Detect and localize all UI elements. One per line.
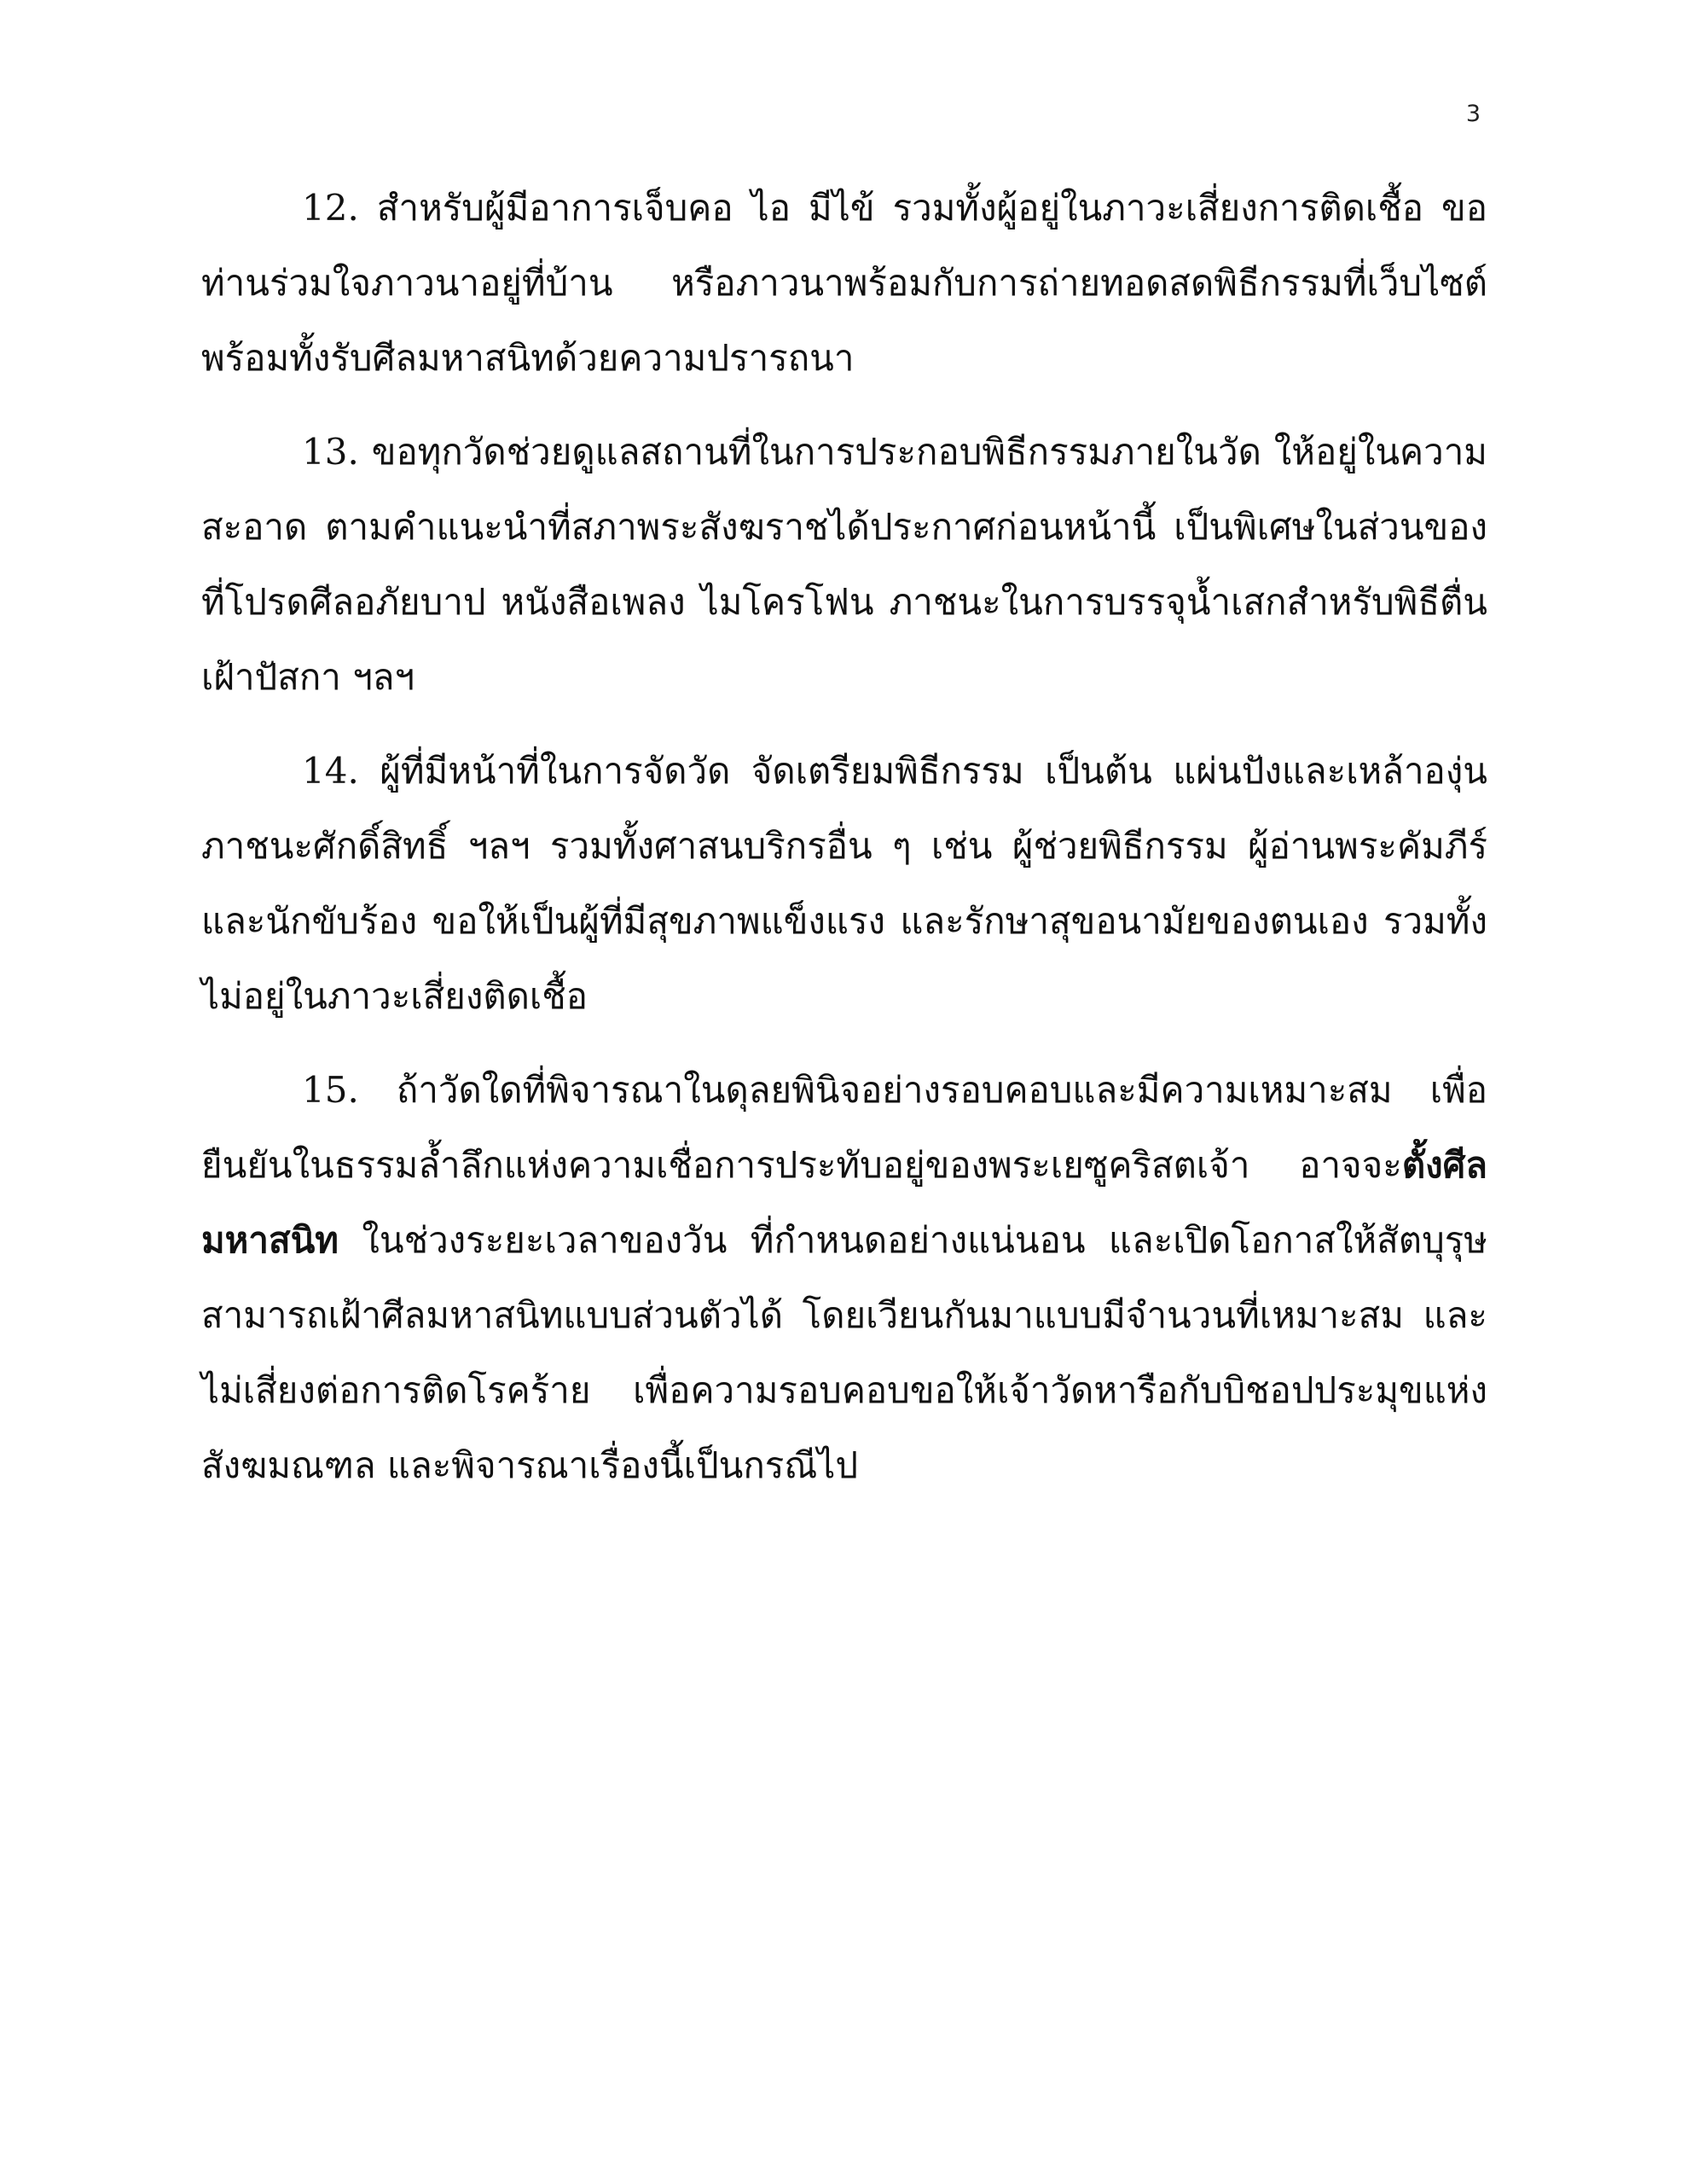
paragraph-text: ผู้ที่มีหน้าที่ในการจัดวัด จัดเตรียมพิธีกรรม เป็นต้น แผ่นปังและเหล้าองุ่น ภาชนะศักดิ์สิทธิ์ ฯลฯ รวมทั้งศาสนบริกรอื่น ๆ เช่น ผู้ช่วยพิธีกรรม ผู้อ่านพระคัมภีร์ และนักขับร้อง ขอให้เป็นผู้ที่มีสุขภาพแข็งแรง และรักษาสุขอนามัยของตนเอง รวมทั้งไม่อยู่ในภาวะเสี่ยงติดเชื้อ [201, 750, 1487, 1017]
paragraph-number: 12. [302, 187, 359, 229]
page-number: 3 [1465, 101, 1481, 127]
paragraph-number: 15. [302, 1069, 359, 1111]
paragraph-text-bold: ตั้งศีลมหาสนิท [201, 1144, 1487, 1261]
paragraph-15 [201, 1053, 1487, 1503]
paragraph-text-after: ในช่วงระยะเวลาของวัน ที่กำหนดอย่างแน่นอน และเปิดโอกาสให้สัตบุรุษสามารถเฝ้าศีลมหาสนิทแบบส่วนตัวได้ โดยเวียนกันมาแบบมีจำนวนที่เหมาะสม และไม่เสี่ยงต่อการติดโรคร้าย เพื่อความรอบคอบขอให้เจ้าวัดหารือกับบิชอปประมุขแห่งสังฆมณฑล และพิจารณาเรื่องนี้เป็นกรณีไป [201, 1219, 1487, 1486]
document-body [201, 171, 1487, 1522]
paragraph-number: 14. [302, 750, 359, 792]
paragraph-12 [201, 171, 1487, 396]
paragraph-number: 13. [302, 431, 359, 473]
paragraph-text-before: ถ้าวัดใดที่พิจารณาในดุลยพินิจอย่างรอบคอบและมีความเหมาะสม เพื่อยืนยันในธรรมล้ำลึกแห่งความเชื่อการประทับอยู่ของพระเยซูคริสตเจ้า อาจจะ [201, 1069, 1487, 1186]
paragraph-14 [201, 734, 1487, 1034]
paragraph-13 [201, 415, 1487, 715]
paragraph-text: สำหรับผู้มีอาการเจ็บคอ ไอ มีไข้ รวมทั้งผู้อยู่ในภาวะเสี่ยงการติดเชื้อ ขอท่านร่วมใจภาวนาอยู่ที่บ้าน หรือภาวนาพร้อมกับการถ่ายทอดสดพิธีกรรมที่เว็บไซต์ พร้อมทั้งรับศีลมหาสนิทด้วยความปรารถนา [201, 187, 1487, 379]
paragraph-text: ขอทุกวัดช่วยดูแลสถานที่ในการประกอบพิธีกรรมภายในวัด ให้อยู่ในความสะอาด ตามคำแนะนำที่สภาพระสังฆราชได้ประกาศก่อนหน้านี้ เป็นพิเศษในส่วนของที่โปรดศีลอภัยบาป หนังสือเพลง ไมโครโฟน ภาชนะในการบรรจุน้ำเสกสำหรับพิธีตื่นเฝ้าปัสกา ฯลฯ [201, 431, 1487, 698]
